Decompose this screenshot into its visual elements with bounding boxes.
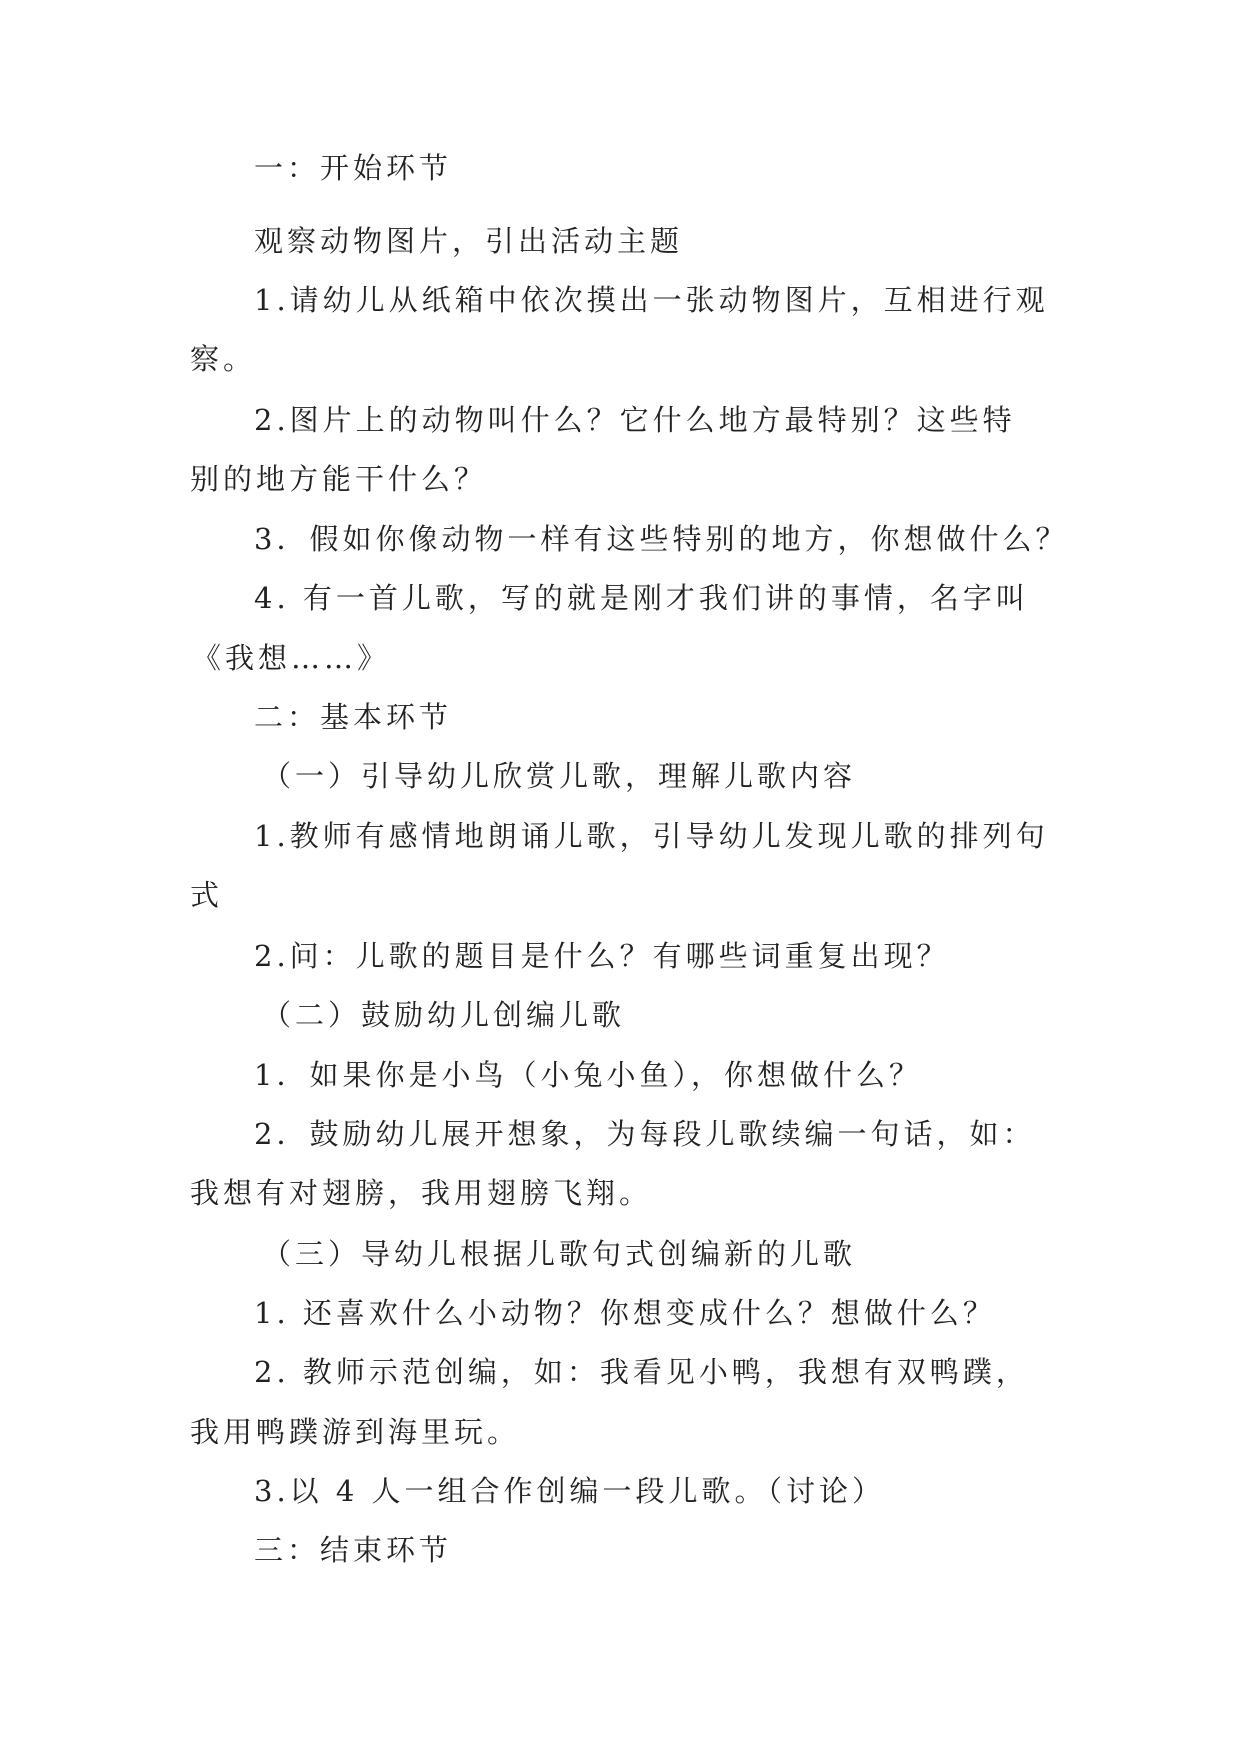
section-heading-2: 二：基本环节 — [254, 700, 453, 734]
paragraph-line: 我想有对翅膀，我用翅膀飞翔。 — [190, 1176, 653, 1210]
paragraph-line: 2. 教师示范创编，如：我看见小鸭，我想有双鸭蹼， — [254, 1355, 1029, 1389]
paragraph-line: 我用鸭蹼游到海里玩。 — [190, 1415, 521, 1449]
subsection-heading: （二）鼓励幼儿创编儿歌 — [262, 998, 626, 1032]
paragraph-line: 1.请幼儿从纸箱中依次摸出一张动物图片，互相进行观 — [254, 283, 1049, 317]
paragraph-line: 察。 — [190, 342, 257, 376]
activity-topic-line: 观察动物图片，引出活动主题 — [254, 224, 684, 258]
paragraph-line: 2.问：儿歌的题目是什么？有哪些词重复出现？ — [254, 939, 950, 973]
section-heading-1: 一：开始环节 — [254, 151, 453, 185]
paragraph-line: 1. 还喜欢什么小动物？你想变成什么？想做什么？ — [254, 1296, 996, 1330]
paragraph-line: 2.图片上的动物叫什么？它什么地方最特别？这些特 — [254, 403, 1016, 437]
paragraph-line: 4. 有一首儿歌，写的就是刚才我们讲的事情，名字叫 — [254, 581, 1029, 615]
paragraph-line: 3．假如你像动物一样有这些特别的地方，你想做什么？ — [254, 522, 1069, 556]
subsection-heading: （三）导幼儿根据儿歌句式创编新的儿歌 — [262, 1237, 857, 1271]
paragraph-line: 别的地方能干什么？ — [190, 462, 488, 496]
section-heading-3: 三：结束环节 — [254, 1533, 453, 1567]
paragraph-line: 3.以 4 人一组合作创编一段儿歌。（讨论） — [254, 1474, 886, 1508]
paragraph-line: 1．如果你是小鸟（小兔小鱼），你想做什么？ — [254, 1058, 922, 1092]
paragraph-line: 2．鼓励幼儿展开想象，为每段儿歌续编一句话，如： — [254, 1117, 1036, 1151]
subsection-heading: （一）引导幼儿欣赏儿歌，理解儿歌内容 — [262, 759, 857, 793]
paragraph-line: 1.教师有感情地朗诵儿歌，引导幼儿发现儿歌的排列句 — [254, 819, 1049, 853]
paragraph-line: 式 — [190, 878, 224, 912]
paragraph-line: 《我想……》 — [192, 641, 391, 675]
